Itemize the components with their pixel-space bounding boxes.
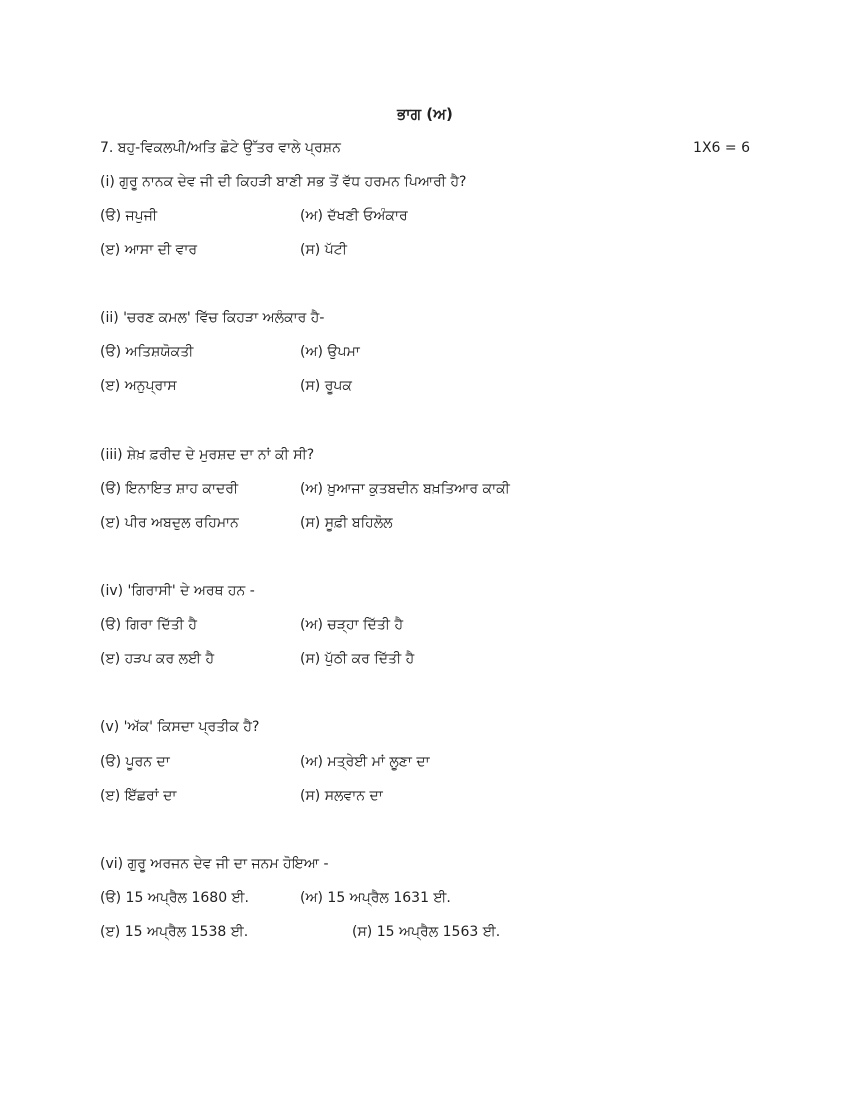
question-heading-text: 7. ਬਹੁ-ਵਿਕਲਪੀ/ਅਤਿ ਛੋਟੇ ਉੱਤਰ ਵਾਲੇ ਪ੍ਰਸ਼ਨ — [100, 140, 341, 156]
option-b: (ਅ) ਦੱਖਣੀ ਓਅੰਕਾਰ — [300, 208, 408, 224]
question-text: (i) ਗੁਰੂ ਨਾਨਕ ਦੇਵ ਜੀ ਦੀ ਕਿਹੜੀ ਬਾਣੀ ਸਭ ਤੋਂ ਵੱਧ ਹਰਮਨ ਪਿਆਰੀ ਹੈ? — [100, 174, 467, 190]
option-c: (ੲ) ਹੜਪ ਕਰ ਲਈ ਹੈ — [100, 651, 215, 667]
option-d: (ਸ) ਸੂਫ਼ੀ ਬਹਿਲੋਲ — [300, 515, 393, 531]
question-text: (iii) ਸ਼ੇਖ਼ ਫ਼ਰੀਦ ਦੇ ਮੁਰਸ਼ਦ ਦਾ ਨਾਂ ਕੀ ਸੀ? — [100, 447, 315, 463]
option-a: (ੳ) ਪੂਰਨ ਦਾ — [100, 754, 170, 770]
option-a: (ੳ) ਗਿਰਾ ਦਿੱਤੀ ਹੈ — [100, 617, 197, 633]
question-text: (ii) 'ਚਰਣ ਕਮਲ' ਵਿੱਚ ਕਿਹੜਾ ਅਲੰਕਾਰ ਹੈ- — [100, 310, 325, 326]
option-c: (ੲ) ਅਨੁਪ੍ਰਾਸ — [100, 378, 177, 394]
option-c: (ੲ) 15 ਅਪ੍ਰੈਲ 1538 ਈ. — [100, 924, 249, 940]
option-c: (ੲ) ਆਸਾ ਦੀ ਵਾਰ — [100, 242, 198, 258]
option-b: (ਅ) ਉਪਮਾ — [300, 344, 360, 360]
option-d: (ਸ) ਪੱਟੀ — [300, 242, 347, 258]
question-text: (iv) 'ਗਿਰਾਸੀ' ਦੇ ਅਰਥ ਹਨ - — [100, 583, 255, 599]
option-a: (ੳ) ਅਤਿਸ਼ਯੋਕਤੀ — [100, 344, 194, 360]
option-d: (ਸ) ਸਲਵਾਨ ਦਾ — [300, 788, 383, 804]
option-a: (ੳ) ਜਪੁਜੀ — [100, 208, 158, 224]
option-b: (ਅ) 15 ਅਪ੍ਰੈਲ 1631 ਈ. — [300, 890, 451, 906]
option-d: (ਸ) 15 ਅਪ੍ਰੈਲ 1563 ਈ. — [352, 924, 501, 940]
question-heading — [100, 137, 750, 159]
option-b: (ਅ) ਚੜ੍ਹਾ ਦਿੱਤੀ ਹੈ — [300, 617, 404, 633]
option-d: (ਸ) ਰੂਪਕ — [300, 378, 352, 394]
option-c: (ੲ) ਇੱਛਰਾਂ ਦਾ — [100, 788, 177, 804]
section-title: ਭਾਗ (ਅ) — [397, 105, 453, 123]
option-a: (ੳ) 15 ਅਪ੍ਰੈਲ 1680 ਈ. — [100, 890, 249, 906]
option-b: (ਅ) ਮਤ੍ਰੇਈ ਮਾਂ ਲੂਣਾ ਦਾ — [300, 754, 430, 770]
option-d: (ਸ) ਪੁੱਠੀ ਕਰ ਦਿੱਤੀ ਹੈ — [300, 651, 415, 667]
option-a: (ੳ) ਇਨਾਇਤ ਸ਼ਾਹ ਕਾਦਰੀ — [100, 481, 239, 497]
option-b: (ਅ) ਖ਼ੁਆਜਾ ਕੁਤਬਦੀਨ ਬਖ਼ਤਿਆਰ ਕਾਕੀ — [300, 481, 510, 497]
question-text: (vi) ਗੁਰੂ ਅਰਜਨ ਦੇਵ ਜੀ ਦਾ ਜਨਮ ਹੋਇਆ - — [100, 856, 329, 872]
option-c: (ੲ) ਪੀਰ ਅਬਦੁਲ ਰਹਿਮਾਨ — [100, 515, 239, 531]
marks-label: 1X6 = 6 — [693, 140, 750, 156]
question-text: (v) 'ਅੱਕ' ਕਿਸਦਾ ਪ੍ਰਤੀਕ ਹੈ? — [100, 719, 260, 735]
